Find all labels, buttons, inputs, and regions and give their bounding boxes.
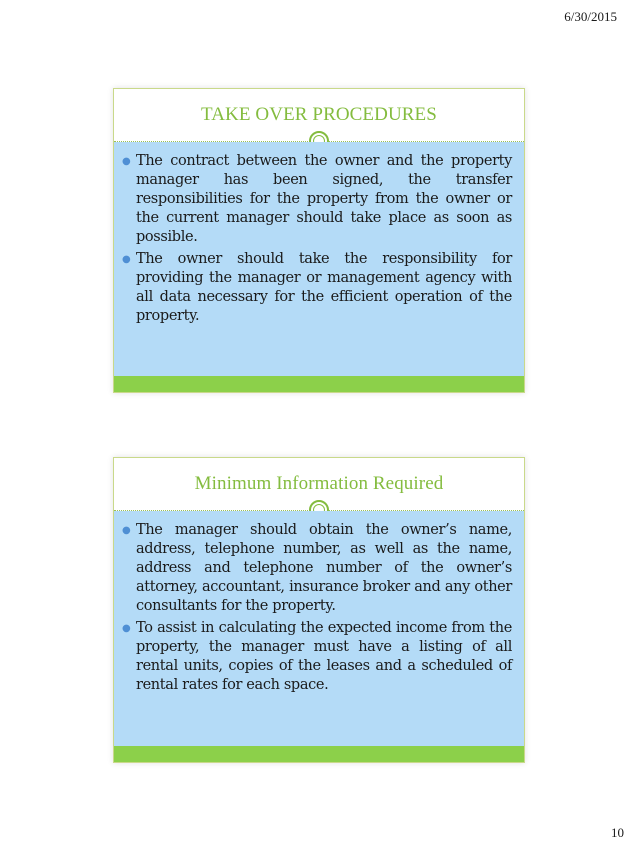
slide-title: Minimum Information Required — [194, 473, 444, 494]
bullet-icon: ● — [122, 623, 131, 634]
slide-title: TAKE OVER PROCEDURES — [201, 104, 437, 125]
slide-footer-band — [114, 746, 524, 762]
bullet-item — [122, 521, 512, 616]
bullet-text: To assist in calculating the expected income from the property, the manager must have a listing of all rental units, copies of the leases and a scheduled of rental rates for each space. — [136, 620, 512, 693]
bullet-text: The manager should obtain the owner’s name, address, telephone number, as well as the name, address and telephone number of the owner’s attorney, accountant, insurance broker and any other consultants for the property. — [136, 522, 512, 614]
slide-footer-band — [114, 376, 524, 392]
slide-content — [114, 511, 524, 746]
bullet-icon: ● — [122, 254, 131, 265]
bullet-icon: ● — [122, 156, 131, 167]
slide-minimum-information-required — [113, 457, 525, 763]
page-date: 6/30/2015 — [564, 9, 617, 24]
bullet-item — [122, 152, 512, 247]
bullet-text: The owner should take the responsibility for providing the manager or management agency with all data necessary for the efficient operation of the property. — [136, 251, 512, 324]
slide-take-over-procedures — [113, 88, 525, 393]
bullet-item — [122, 619, 512, 695]
page-number: 10 — [611, 825, 624, 840]
bullet-item — [122, 250, 512, 326]
slide-content — [114, 142, 524, 376]
bullet-text: The contract between the owner and the property manager has been signed, the transfer responsibilities for the property from the owner or the current manager should take place as soon as possible. — [136, 153, 512, 245]
bullet-icon: ● — [122, 525, 131, 536]
